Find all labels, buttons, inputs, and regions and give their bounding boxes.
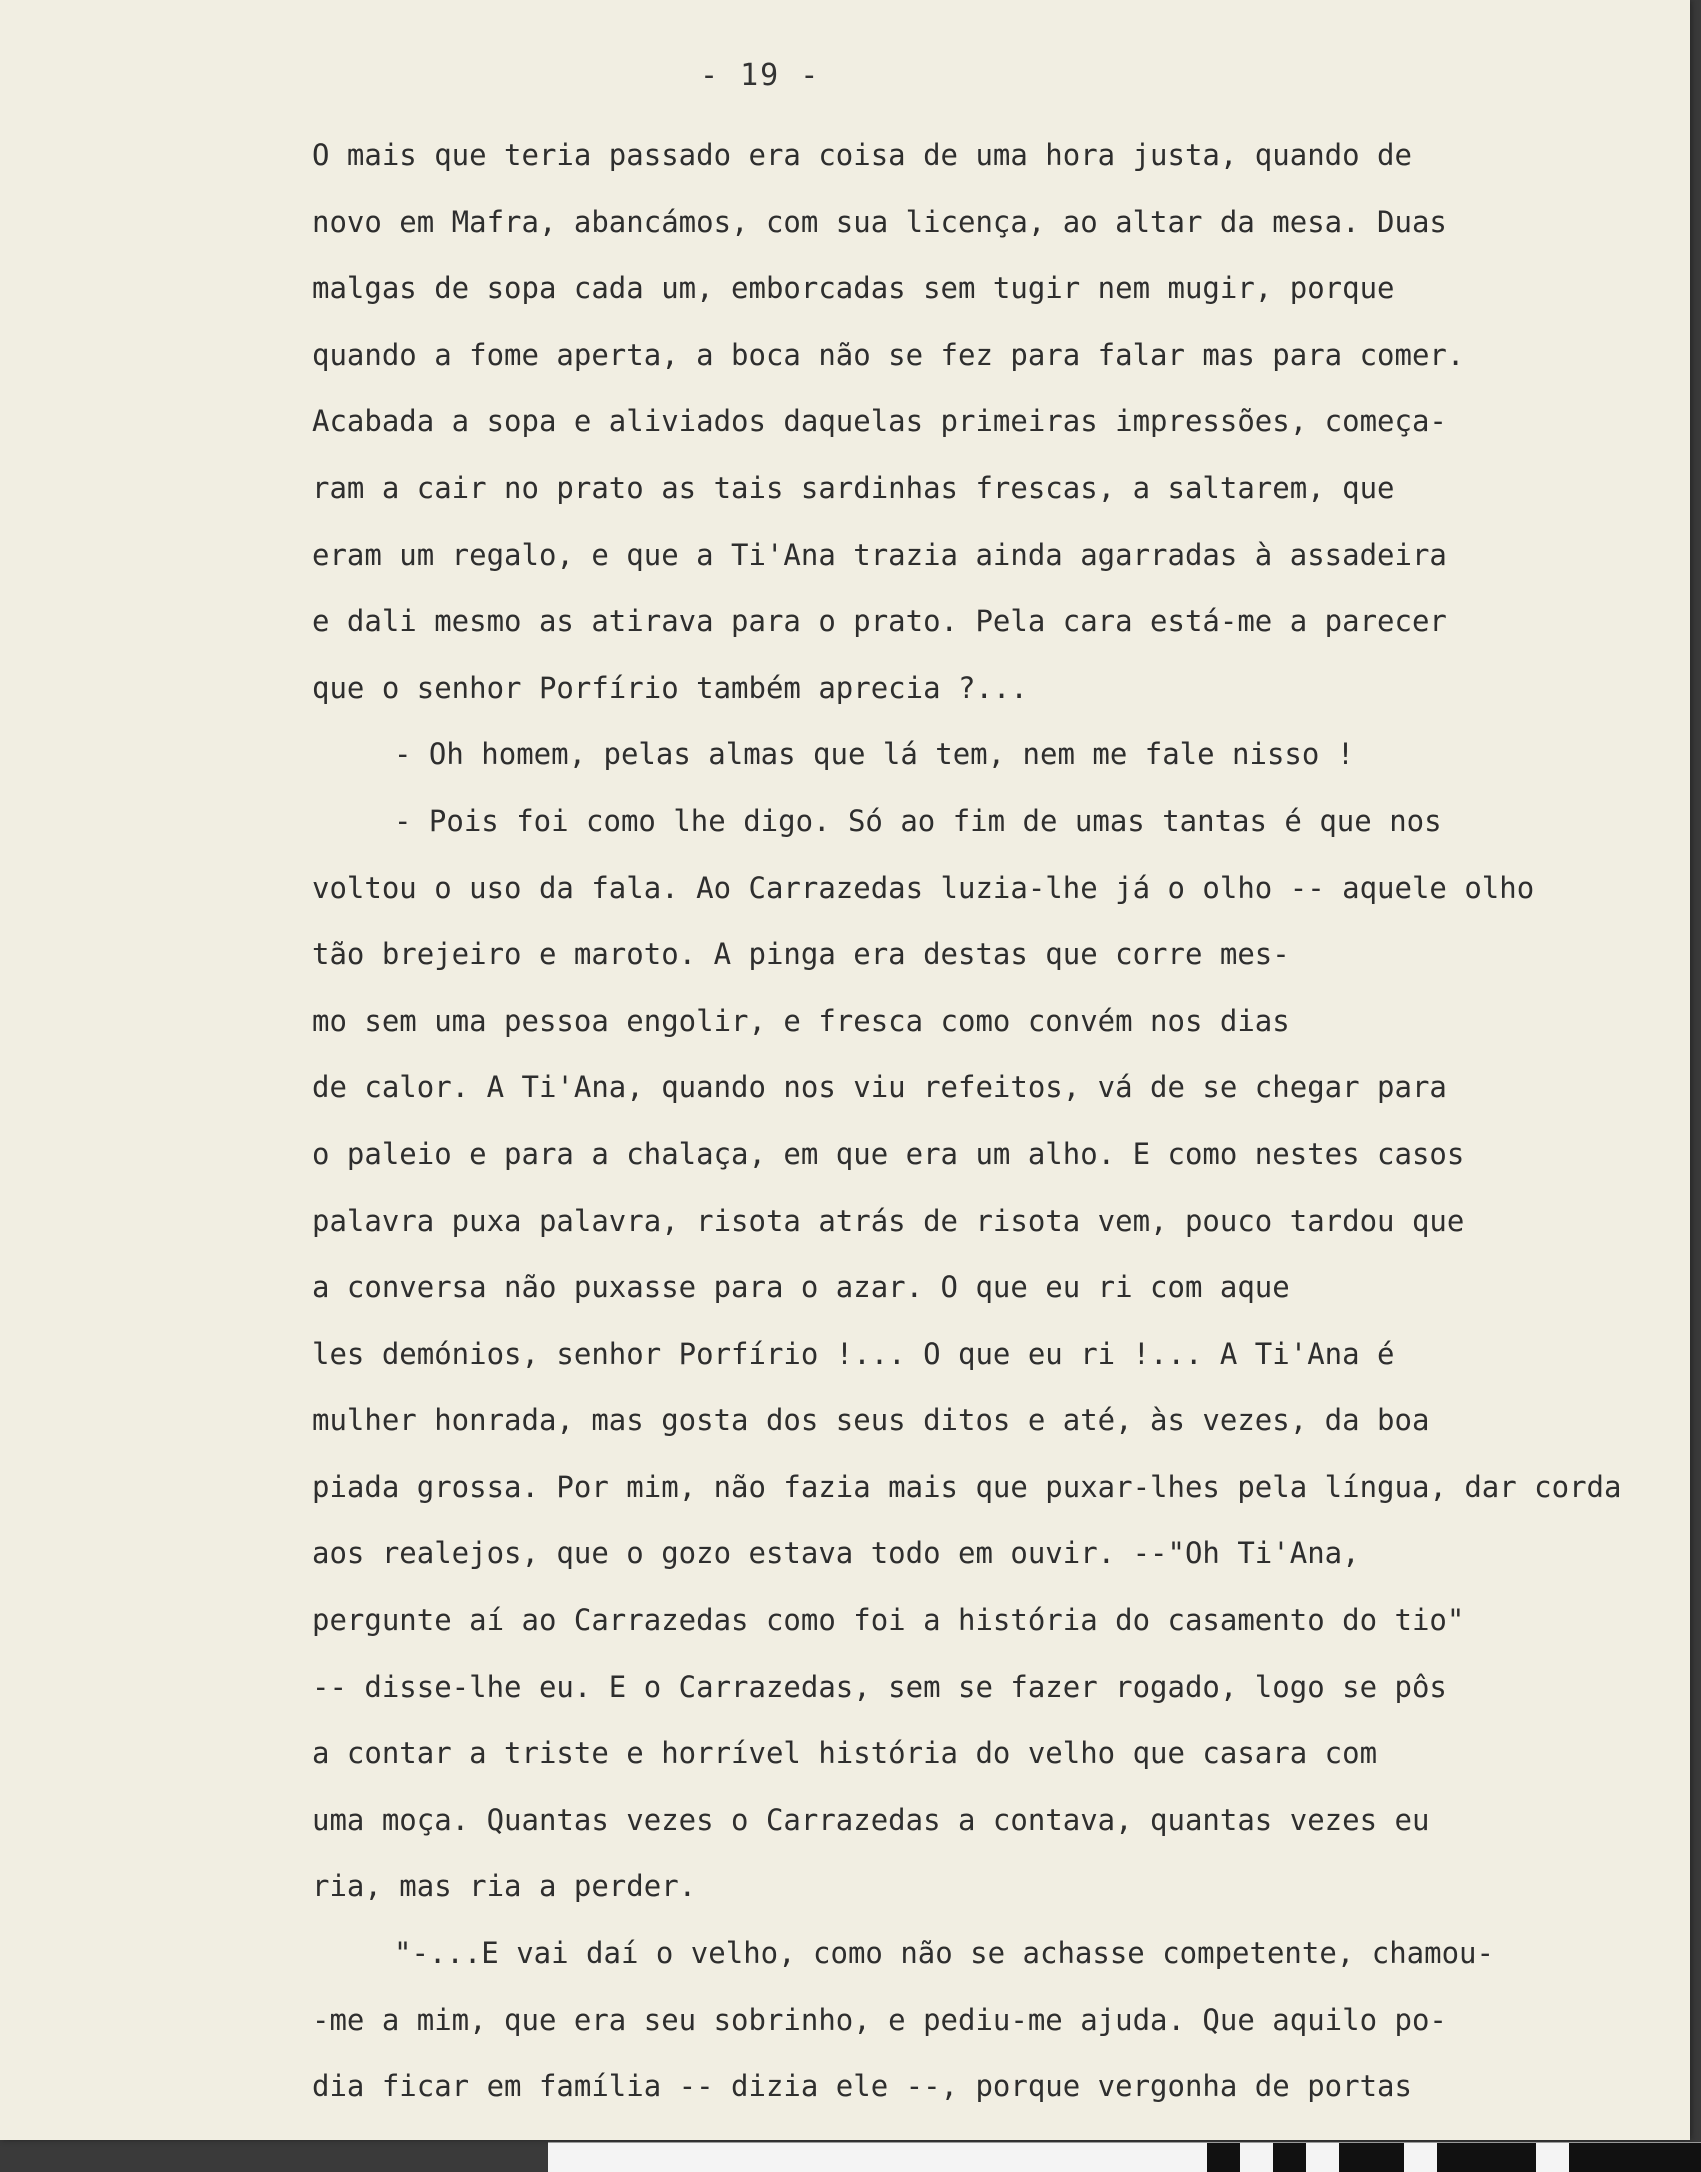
scale-segment	[779, 2143, 812, 2172]
scale-segment	[1108, 2143, 1141, 2172]
scale-segment	[1141, 2143, 1174, 2172]
text-line: de calor. A Ti'Ana, quando nos viu refeitos, vá de se chegar para	[312, 1070, 1447, 1105]
text-line: o paleio e para a chalaça, em que era um alho. E como nestes casos	[312, 1136, 1465, 1171]
text-line: tão brejeiro e maroto. A pinga era destas que corre mes-	[312, 937, 1290, 972]
scale-segment	[812, 2143, 845, 2172]
text-line: - Pois foi como lhe digo. Só ao fim de umas tantas é que nos	[394, 803, 1442, 838]
scale-segment	[647, 2143, 680, 2172]
text-line: - Oh homem, pelas almas que lá tem, nem me fale nisso !	[394, 737, 1355, 772]
text-line: -me a mim, que era seu sobrinho, e pediu-me ajuda. Que aquilo po-	[312, 2002, 1447, 2037]
text-line: voltou o uso da fala. Ao Carrazedas luzia-lhe já o olho -- aquele olho	[312, 870, 1535, 905]
scale-segment	[1536, 2143, 1569, 2172]
scale-segment	[581, 2143, 614, 2172]
scale-segment	[713, 2143, 746, 2172]
scale-segment	[1404, 2143, 1437, 2172]
scale-segment	[548, 2143, 581, 2172]
text-line: quando a fome aperta, a boca não se fez para falar mas para comer.	[312, 337, 1465, 372]
manuscript-text	[312, 122, 1664, 2120]
text-line: novo em Mafra, abancámos, com sua licença, ao altar da mesa. Duas	[312, 204, 1447, 239]
text-line: piada grossa. Por mim, não fazia mais que puxar-lhes pela língua, dar corda	[312, 1469, 1622, 1504]
scale-segment	[1075, 2143, 1108, 2172]
scale-segment	[1042, 2143, 1075, 2172]
text-line: malgas de sopa cada um, emborcadas sem tugir nem mugir, porque	[312, 271, 1395, 306]
scale-segment	[614, 2143, 647, 2172]
text-line: O mais que teria passado era coisa de uma hora justa, quando de	[312, 138, 1412, 172]
scale-segment	[680, 2143, 713, 2172]
text-line: a contar a triste e horrível história do velho que casara com	[312, 1736, 1378, 1771]
scale-segment	[976, 2143, 1009, 2172]
text-line: Acabada a sopa e aliviados daquelas primeiras impressões, começa-	[312, 404, 1447, 439]
scale-segment	[1009, 2143, 1042, 2172]
scale-segment	[746, 2143, 779, 2172]
scale-segment	[1668, 2143, 1701, 2172]
text-line: ram a cair no prato as tais sardinhas frescas, a saltarem, que	[312, 470, 1395, 505]
text-line: mulher honrada, mas gosta dos seus ditos e até, às vezes, da boa	[312, 1403, 1430, 1438]
text-line: -- disse-lhe eu. E o Carrazedas, sem se fazer rogado, logo se pôs	[312, 1669, 1447, 1704]
text-line: dia ficar em família -- dizia ele --, porque vergonha de portas	[312, 2069, 1412, 2104]
text-line: eram um regalo, e que a Ti'Ana trazia ainda agarradas à assadeira	[312, 537, 1447, 572]
scale-segment	[1306, 2143, 1339, 2172]
text-line: uma moça. Quantas vezes o Carrazedas a contava, quantas vezes eu	[312, 1802, 1430, 1837]
color-calibration-scale	[548, 2142, 1701, 2172]
scale-segment	[1207, 2143, 1240, 2172]
scale-segment	[1470, 2143, 1503, 2172]
scale-segment	[1635, 2143, 1668, 2172]
scale-segment	[877, 2143, 910, 2172]
scale-segment	[1273, 2143, 1306, 2172]
text-line: pergunte aí ao Carrazedas como foi a história do casamento do tio"	[312, 1603, 1465, 1638]
scale-segment	[1437, 2143, 1470, 2172]
scale-segment	[1371, 2143, 1404, 2172]
text-line: a conversa não puxasse para o azar. O que eu ri com aque	[312, 1270, 1290, 1305]
text-line: "-...E vai daí o velho, como não se achasse competente, chamou-	[394, 1936, 1494, 1971]
scale-segment	[910, 2143, 943, 2172]
scale-segment	[844, 2143, 877, 2172]
scale-segment	[1339, 2143, 1372, 2172]
text-line: aos realejos, que o gozo estava todo em ouvir. --"Oh Ti'Ana,	[312, 1536, 1360, 1571]
scale-segment	[1240, 2143, 1273, 2172]
scale-segment	[1569, 2143, 1602, 2172]
text-line: les demónios, senhor Porfírio !... O que eu ri !... A Ti'Ana é	[312, 1336, 1395, 1371]
scale-segment	[943, 2143, 976, 2172]
scale-segment	[1503, 2143, 1536, 2172]
text-line: e dali mesmo as atirava para o prato. Pela cara está-me a parecer	[312, 604, 1447, 639]
text-line: que o senhor Porfírio também aprecia ?...	[312, 670, 1028, 705]
page-number: - 19 -	[700, 58, 821, 93]
scale-segment	[1174, 2143, 1207, 2172]
text-line: ria, mas ria a perder.	[312, 1869, 697, 1904]
scale-segment	[1602, 2143, 1635, 2172]
text-line: mo sem uma pessoa engolir, e fresca como convém nos dias	[312, 1003, 1290, 1038]
text-line: palavra puxa palavra, risota atrás de risota vem, pouco tardou que	[312, 1203, 1465, 1238]
